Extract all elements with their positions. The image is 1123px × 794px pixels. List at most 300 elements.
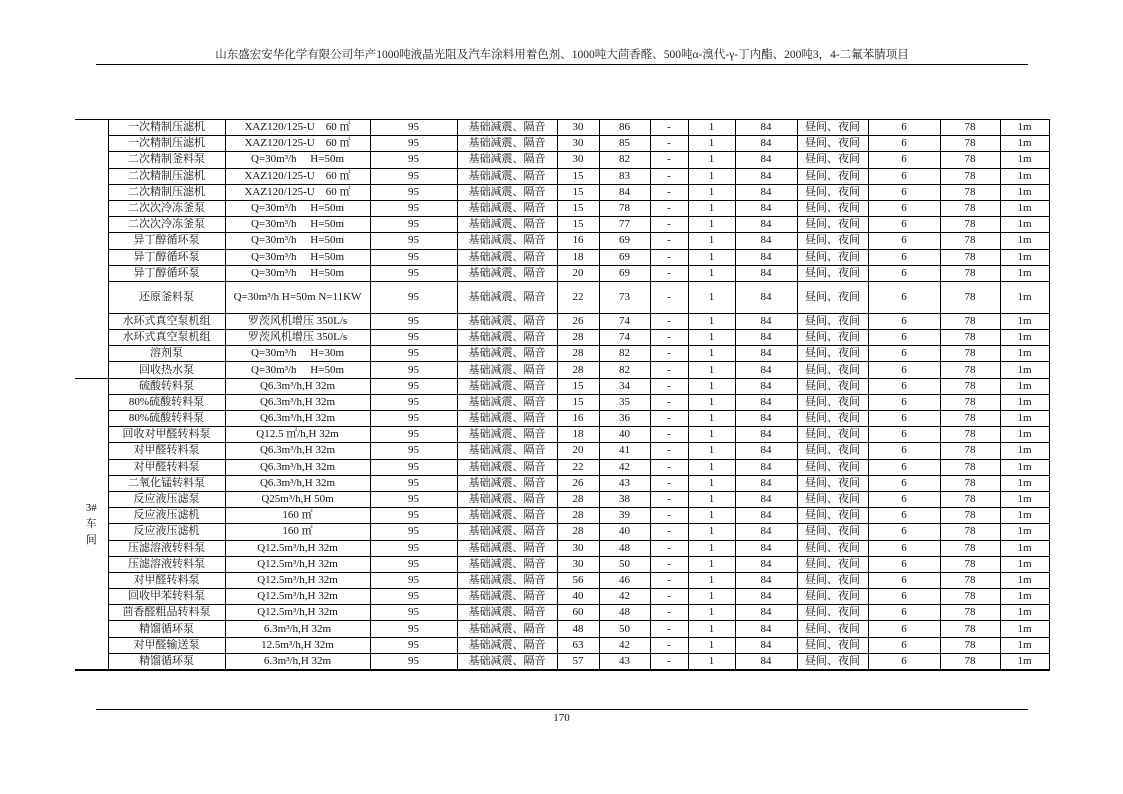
table-cell: - xyxy=(650,362,688,378)
table-cell: 30 xyxy=(557,556,599,572)
table-cell: 1 xyxy=(688,184,735,200)
table-row xyxy=(75,556,1049,572)
table-cell: 56 xyxy=(557,572,599,588)
table-cell: 78 xyxy=(940,281,1000,313)
table-cell: 95 xyxy=(370,200,457,216)
table-cell: 昼间、夜间 xyxy=(797,378,868,394)
table-cell: 1m xyxy=(1000,346,1049,362)
table-cell: 38 xyxy=(599,491,650,507)
table-cell: 1m xyxy=(1000,330,1049,346)
page-header-title: 山东盛宏安华化学有限公司年产1000吨液晶光阻及汽车涂料用着色剂、1000吨大茴香醛、500吨α-溴代-γ-丁内酯、200吨3，4-二氟苯腈项目 xyxy=(215,49,909,61)
table-cell: 昼间、夜间 xyxy=(797,200,868,216)
table-cell: 78 xyxy=(940,411,1000,427)
table-row xyxy=(75,508,1049,524)
table-cell: 84 xyxy=(735,589,797,605)
table-cell: 6 xyxy=(868,556,940,572)
table-cell: Q6.3m³/h,H 32m xyxy=(225,378,370,394)
table-cell: 6 xyxy=(868,475,940,491)
table-cell: 74 xyxy=(599,313,650,329)
table-row xyxy=(75,168,1049,184)
table-cell: 6 xyxy=(868,621,940,637)
table-cell: 95 xyxy=(370,265,457,281)
table-cell: 78 xyxy=(940,459,1000,475)
table-cell: 1m xyxy=(1000,184,1049,200)
table-row xyxy=(75,281,1049,313)
table-cell: 茴香醛粗品转料泵 xyxy=(108,605,225,621)
table-cell: 1m xyxy=(1000,281,1049,313)
table-cell: 6 xyxy=(868,168,940,184)
table-cell: 84 xyxy=(735,217,797,233)
table-cell: 28 xyxy=(557,330,599,346)
table-cell: 6 xyxy=(868,589,940,605)
table-cell: 基础减震、隔音 xyxy=(457,362,557,378)
table-cell: 95 xyxy=(370,313,457,329)
table-cell: 95 xyxy=(370,621,457,637)
table-cell: 1 xyxy=(688,443,735,459)
table-cell: 基础减震、隔音 xyxy=(457,508,557,524)
table-cell: 1 xyxy=(688,265,735,281)
table-cell: 50 xyxy=(599,556,650,572)
table-cell: 57 xyxy=(557,653,599,670)
table-cell: 昼间、夜间 xyxy=(797,605,868,621)
table-row xyxy=(75,621,1049,637)
table-cell: - xyxy=(650,443,688,459)
table-cell: XAZ120/125-U 60 ㎡ xyxy=(225,136,370,152)
table-cell: 78 xyxy=(940,621,1000,637)
table-cell: 78 xyxy=(940,637,1000,653)
table-cell: 基础减震、隔音 xyxy=(457,411,557,427)
table-cell: 1m xyxy=(1000,411,1049,427)
table-cell: 84 xyxy=(735,621,797,637)
table-cell: 昼间、夜间 xyxy=(797,572,868,588)
table-cell: - xyxy=(650,411,688,427)
table-cell: 1m xyxy=(1000,265,1049,281)
table-cell: 昼间、夜间 xyxy=(797,556,868,572)
table-cell: 基础减震、隔音 xyxy=(457,589,557,605)
table-cell: 84 xyxy=(735,136,797,152)
table-cell: 昼间、夜间 xyxy=(797,217,868,233)
table-cell: 78 xyxy=(940,184,1000,200)
table-cell: 78 xyxy=(940,136,1000,152)
table-cell: 6 xyxy=(868,120,940,136)
table-cell: 78 xyxy=(599,200,650,216)
table-cell: 基础减震、隔音 xyxy=(457,427,557,443)
table-cell: 78 xyxy=(940,152,1000,168)
table-cell: 1m xyxy=(1000,572,1049,588)
table-cell: 基础减震、隔音 xyxy=(457,249,557,265)
table-cell: Q12.5m³/h,H 32m xyxy=(225,589,370,605)
table-cell: 78 xyxy=(940,313,1000,329)
table-cell: 26 xyxy=(557,313,599,329)
table-cell: 昼间、夜间 xyxy=(797,443,868,459)
table-cell: 95 xyxy=(370,572,457,588)
table-cell: 80%硫酸转料泵 xyxy=(108,394,225,410)
table-cell: 反应液压滤机 xyxy=(108,508,225,524)
table-cell: 84 xyxy=(735,152,797,168)
table-cell: 84 xyxy=(735,508,797,524)
table-cell: 压滤溶液转料泵 xyxy=(108,540,225,556)
table-cell: - xyxy=(650,184,688,200)
table-row xyxy=(75,362,1049,378)
table-cell: - xyxy=(650,605,688,621)
table-cell: 18 xyxy=(557,249,599,265)
table-cell: 95 xyxy=(370,491,457,507)
table-cell: - xyxy=(650,217,688,233)
workshop-cell xyxy=(75,378,108,670)
table-cell: 昼间、夜间 xyxy=(797,249,868,265)
table-row xyxy=(75,313,1049,329)
table-cell: Q6.3m³/h,H 32m xyxy=(225,411,370,427)
table-row xyxy=(75,589,1049,605)
table-cell: 昼间、夜间 xyxy=(797,653,868,670)
table-cell: 二次精制釜料泵 xyxy=(108,152,225,168)
table-cell: 昼间、夜间 xyxy=(797,427,868,443)
table-cell: 6 xyxy=(868,443,940,459)
table-cell: 95 xyxy=(370,459,457,475)
table-cell: 1m xyxy=(1000,313,1049,329)
table-cell: 78 xyxy=(940,249,1000,265)
table-cell: 1m xyxy=(1000,120,1049,136)
table-cell: 84 xyxy=(735,653,797,670)
table-cell: - xyxy=(650,459,688,475)
table-cell: 昼间、夜间 xyxy=(797,265,868,281)
table-cell: 15 xyxy=(557,184,599,200)
table-cell: 昼间、夜间 xyxy=(797,330,868,346)
table-cell: 95 xyxy=(370,653,457,670)
table-cell: 95 xyxy=(370,394,457,410)
table-cell: 160 ㎡ xyxy=(225,508,370,524)
table-cell: 昼间、夜间 xyxy=(797,637,868,653)
table-cell: 84 xyxy=(735,540,797,556)
table-cell: Q6.3m³/h,H 32m xyxy=(225,459,370,475)
table-cell: 基础减震、隔音 xyxy=(457,540,557,556)
table-cell: 95 xyxy=(370,249,457,265)
table-cell: 基础减震、隔音 xyxy=(457,653,557,670)
table-cell: 6 xyxy=(868,524,940,540)
table-cell: 30 xyxy=(557,152,599,168)
table-cell: 1m xyxy=(1000,443,1049,459)
table-cell: 1m xyxy=(1000,427,1049,443)
table-cell: 6 xyxy=(868,265,940,281)
table-cell: - xyxy=(650,556,688,572)
table-cell: Q6.3m³/h,H 32m xyxy=(225,443,370,459)
table-cell: 6.3m³/h,H 32m xyxy=(225,653,370,670)
table-row xyxy=(75,459,1049,475)
table-cell: 昼间、夜间 xyxy=(797,621,868,637)
table-cell: 6 xyxy=(868,459,940,475)
table-cell: Q=30m³/h H=30m xyxy=(225,346,370,362)
table-cell: 78 xyxy=(940,572,1000,588)
table-row xyxy=(75,411,1049,427)
table-cell: Q6.3m³/h,H 32m xyxy=(225,475,370,491)
table-cell: 基础减震、隔音 xyxy=(457,394,557,410)
table-cell: 还原釜料泵 xyxy=(108,281,225,313)
table-cell: 1 xyxy=(688,136,735,152)
table-cell: 95 xyxy=(370,217,457,233)
table-cell: XAZ120/125-U 60 ㎡ xyxy=(225,168,370,184)
table-cell: 95 xyxy=(370,120,457,136)
table-row xyxy=(75,540,1049,556)
table-cell: 1m xyxy=(1000,152,1049,168)
table-cell: 昼间、夜间 xyxy=(797,475,868,491)
table-cell: 1m xyxy=(1000,524,1049,540)
table-cell: - xyxy=(650,540,688,556)
table-cell: 基础减震、隔音 xyxy=(457,459,557,475)
table-cell: Q=30m³/h H=50m xyxy=(225,233,370,249)
table-cell: 80%硫酸转料泵 xyxy=(108,411,225,427)
table-cell: - xyxy=(650,330,688,346)
table-cell: 78 xyxy=(940,540,1000,556)
table-cell: 基础减震、隔音 xyxy=(457,233,557,249)
table-cell: - xyxy=(650,200,688,216)
table-cell: 84 xyxy=(735,524,797,540)
table-cell: 84 xyxy=(735,556,797,572)
table-cell: 6 xyxy=(868,427,940,443)
table-cell: 基础减震、隔音 xyxy=(457,168,557,184)
table-row xyxy=(75,249,1049,265)
table-cell: 95 xyxy=(370,184,457,200)
table-cell: 78 xyxy=(940,427,1000,443)
table-row xyxy=(75,475,1049,491)
table-cell: Q12.5 ㎡/h,H 32m xyxy=(225,427,370,443)
table-cell: 40 xyxy=(599,427,650,443)
table-row xyxy=(75,524,1049,540)
table-cell: 昼间、夜间 xyxy=(797,524,868,540)
table-cell: 异丁醇循环泵 xyxy=(108,233,225,249)
table-cell: 84 xyxy=(735,427,797,443)
table-row xyxy=(75,378,1049,394)
table-cell: 一次精制压滤机 xyxy=(108,136,225,152)
table-cell: 昼间、夜间 xyxy=(797,281,868,313)
table-cell: 60 xyxy=(557,605,599,621)
table-cell: 48 xyxy=(599,605,650,621)
table-cell: 1 xyxy=(688,394,735,410)
table-cell: 昼间、夜间 xyxy=(797,362,868,378)
table-cell: 84 xyxy=(735,394,797,410)
table-cell: - xyxy=(650,265,688,281)
table-cell: 罗茨风机增压 350L/s xyxy=(225,330,370,346)
table-cell: 精馏循环泵 xyxy=(108,653,225,670)
table-cell: 28 xyxy=(557,524,599,540)
footer-divider xyxy=(96,709,1028,710)
table-cell: 78 xyxy=(940,653,1000,670)
table-row xyxy=(75,394,1049,410)
table-cell: 昼间、夜间 xyxy=(797,152,868,168)
table-cell: 回收甲苯转料泵 xyxy=(108,589,225,605)
table-cell: 异丁醇循环泵 xyxy=(108,265,225,281)
table-cell: 6 xyxy=(868,217,940,233)
table-cell: 15 xyxy=(557,394,599,410)
table-cell: 84 xyxy=(735,411,797,427)
table-cell: 95 xyxy=(370,508,457,524)
table-cell: 1 xyxy=(688,475,735,491)
table-cell: 73 xyxy=(599,281,650,313)
table-cell: 回收对甲醛转料泵 xyxy=(108,427,225,443)
table-cell: 1 xyxy=(688,168,735,184)
table-cell: 昼间、夜间 xyxy=(797,394,868,410)
table-cell: 1 xyxy=(688,653,735,670)
table-cell: 42 xyxy=(599,637,650,653)
table-cell: 16 xyxy=(557,411,599,427)
table-row xyxy=(75,443,1049,459)
table-cell: 1 xyxy=(688,621,735,637)
table-cell: 1m xyxy=(1000,491,1049,507)
table-cell: 6 xyxy=(868,378,940,394)
table-cell: 6 xyxy=(868,653,940,670)
table-cell: 1 xyxy=(688,572,735,588)
table-cell: 1 xyxy=(688,524,735,540)
table-cell: 1m xyxy=(1000,589,1049,605)
table-cell: 95 xyxy=(370,556,457,572)
table-cell: 160 ㎡ xyxy=(225,524,370,540)
table-cell: 28 xyxy=(557,491,599,507)
table-cell: 78 xyxy=(940,378,1000,394)
table-cell: 基础减震、隔音 xyxy=(457,443,557,459)
table-cell: 1 xyxy=(688,362,735,378)
table-cell: - xyxy=(650,168,688,184)
table-cell: Q25m³/h,H 50m xyxy=(225,491,370,507)
table-cell: - xyxy=(650,120,688,136)
table-cell: 水环式真空泵机组 xyxy=(108,330,225,346)
table-row xyxy=(75,330,1049,346)
table-cell: 昼间、夜间 xyxy=(797,508,868,524)
table-cell: 84 xyxy=(735,200,797,216)
table-cell: 1m xyxy=(1000,200,1049,216)
table-cell: 78 xyxy=(940,120,1000,136)
table-cell: 84 xyxy=(735,265,797,281)
table-cell: 二次精制压滤机 xyxy=(108,184,225,200)
table-cell: 基础减震、隔音 xyxy=(457,556,557,572)
table-cell: 对甲醛转料泵 xyxy=(108,443,225,459)
table-cell: 50 xyxy=(599,621,650,637)
table-cell: 反应液压滤机 xyxy=(108,524,225,540)
workshop-label: 3#车间 xyxy=(85,501,97,546)
table-cell: 1 xyxy=(688,508,735,524)
table-cell: 1 xyxy=(688,200,735,216)
table-cell: 1m xyxy=(1000,540,1049,556)
table-cell: 6 xyxy=(868,233,940,249)
table-cell: - xyxy=(650,524,688,540)
table-cell: - xyxy=(650,394,688,410)
table-row xyxy=(75,136,1049,152)
header-divider xyxy=(96,64,1028,65)
table-cell: 1 xyxy=(688,589,735,605)
table-cell: - xyxy=(650,249,688,265)
table-cell: 1 xyxy=(688,540,735,556)
table-cell: Q=30m³/h H=50m xyxy=(225,362,370,378)
table-cell: Q=30m³/h H=50m xyxy=(225,217,370,233)
table-cell: 46 xyxy=(599,572,650,588)
table-cell: 基础减震、隔音 xyxy=(457,524,557,540)
table-cell: 30 xyxy=(557,540,599,556)
table-cell: 12.5m³/h,H 32m xyxy=(225,637,370,653)
table-cell: 95 xyxy=(370,475,457,491)
table-cell: 基础减震、隔音 xyxy=(457,605,557,621)
table-cell: 一次精制压滤机 xyxy=(108,120,225,136)
table-cell: 6 xyxy=(868,411,940,427)
table-cell: 84 xyxy=(599,184,650,200)
table-row xyxy=(75,491,1049,507)
table-cell: XAZ120/125-U 60 ㎡ xyxy=(225,120,370,136)
table-cell: 1m xyxy=(1000,362,1049,378)
table-cell: 昼间、夜间 xyxy=(797,491,868,507)
table-cell: 95 xyxy=(370,346,457,362)
table-cell: 6 xyxy=(868,394,940,410)
table-row xyxy=(75,152,1049,168)
table-cell: 78 xyxy=(940,233,1000,249)
table-cell: 基础减震、隔音 xyxy=(457,217,557,233)
table-cell: 昼间、夜间 xyxy=(797,313,868,329)
table-cell: Q12.5m³/h,H 32m xyxy=(225,540,370,556)
table-cell: 84 xyxy=(735,346,797,362)
table-cell: 1m xyxy=(1000,378,1049,394)
table-cell: 84 xyxy=(735,459,797,475)
table-row xyxy=(75,572,1049,588)
table-cell: 昼间、夜间 xyxy=(797,589,868,605)
table-cell: 6 xyxy=(868,330,940,346)
table-cell: 78 xyxy=(940,394,1000,410)
table-cell: 84 xyxy=(735,168,797,184)
table-cell: 95 xyxy=(370,233,457,249)
table-cell: 1 xyxy=(688,330,735,346)
table-cell: 昼间、夜间 xyxy=(797,120,868,136)
table-cell: 84 xyxy=(735,233,797,249)
page-number: 170 xyxy=(553,712,570,724)
table-cell: 16 xyxy=(557,233,599,249)
table-row xyxy=(75,427,1049,443)
table-cell: 1 xyxy=(688,605,735,621)
table-cell: 1 xyxy=(688,313,735,329)
table-cell: 二次次冷冻釜泵 xyxy=(108,217,225,233)
table-cell: 84 xyxy=(735,313,797,329)
table-cell: 95 xyxy=(370,443,457,459)
table-cell: - xyxy=(650,491,688,507)
table-cell: XAZ120/125-U 60 ㎡ xyxy=(225,184,370,200)
table-cell: 84 xyxy=(735,475,797,491)
table-cell: 84 xyxy=(735,330,797,346)
table-cell: - xyxy=(650,427,688,443)
table-cell: 36 xyxy=(599,411,650,427)
table-cell: Q6.3m³/h,H 32m xyxy=(225,394,370,410)
table-cell: 6 xyxy=(868,508,940,524)
table-cell: 43 xyxy=(599,475,650,491)
table-cell: 1 xyxy=(688,427,735,443)
table-cell: 基础减震、隔音 xyxy=(457,136,557,152)
table-cell: Q=30m³/h H=50m xyxy=(225,249,370,265)
table-cell: - xyxy=(650,281,688,313)
table-cell: 69 xyxy=(599,249,650,265)
table-cell: 28 xyxy=(557,362,599,378)
table-cell: Q12.5m³/h,H 32m xyxy=(225,572,370,588)
table-cell: 6.3m³/h,H 32m xyxy=(225,621,370,637)
table-cell: 1m xyxy=(1000,459,1049,475)
table-cell: 95 xyxy=(370,411,457,427)
table-cell: - xyxy=(650,653,688,670)
table-row xyxy=(75,605,1049,621)
table-cell: 昼间、夜间 xyxy=(797,540,868,556)
table-cell: 1m xyxy=(1000,233,1049,249)
table-cell: 二氧化锰转料泵 xyxy=(108,475,225,491)
table-cell: 95 xyxy=(370,281,457,313)
table-cell: 40 xyxy=(557,589,599,605)
table-cell: Q=30m³/h H=50m N=11KW xyxy=(225,281,370,313)
table-cell: 1m xyxy=(1000,556,1049,572)
table-cell: 40 xyxy=(599,524,650,540)
table-cell: 6 xyxy=(868,346,940,362)
table-cell: Q=30m³/h H=50m xyxy=(225,265,370,281)
table-cell: 85 xyxy=(599,136,650,152)
table-cell: 基础减震、隔音 xyxy=(457,313,557,329)
